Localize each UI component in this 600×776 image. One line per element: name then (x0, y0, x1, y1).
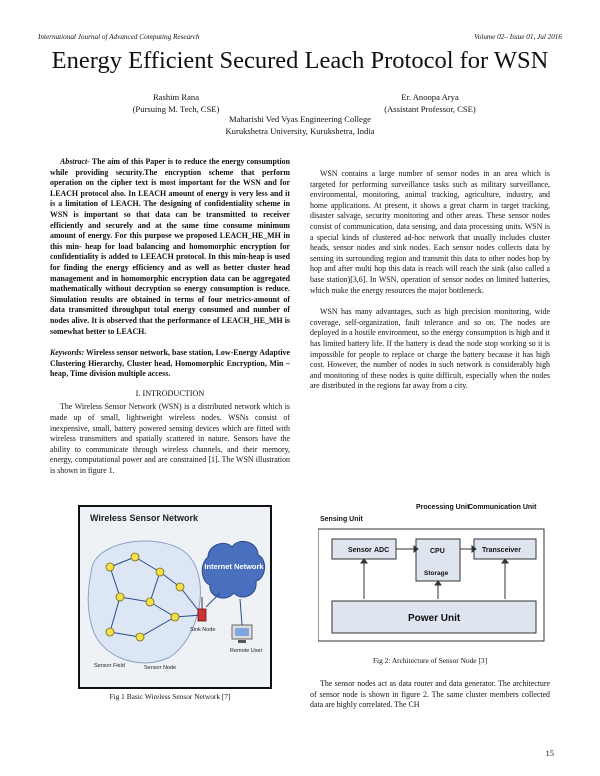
wsn-illustration (80, 507, 270, 687)
right-column-lower (310, 679, 550, 711)
fig2-storage: Storage (424, 570, 449, 577)
right-column (310, 169, 550, 392)
keywords (50, 348, 290, 380)
section-heading: I. INTRODUCTION (135, 388, 205, 398)
fig2-adc: ADC (374, 547, 390, 554)
affiliation-college: Maharishi Ved Vyas Engineering College (229, 114, 371, 124)
author-2-name: Er. Anoopa Arya (401, 92, 459, 102)
author-1-name: Rashim Rana (152, 92, 200, 102)
figure-2 (318, 503, 546, 643)
fig1-field-label: Sensor Field (94, 663, 125, 669)
fig2-processing-head: Processing Unit (416, 504, 470, 511)
keywords-label: Keywords: (50, 348, 85, 358)
abstract (50, 157, 290, 337)
abstract-text: The aim of this Paper is to reduce the energy consumption while providing security.The encryption scheme that perform operation on the cipher text is most important for the WSN and for LEACH protocol also. In LEACH amount of energy is very less and it is a limitation of LEACH. The designing of confidentiality scheme in WSN is important so that data can be transmitted to receiver efficiently and securely and at the same time consume minimum amount of energy. For this purpose we proposed LEACH_HE_MH in this min- heap for load balancing and homomorphic encryption for confidentiality is added to LEEACH protocol. In this min-heap is used for finding the energy efficiency and as well as better cluster head management and in homomorphic encryption data can be aggregated mathematically without decryption so energy consumption is reduce. Simulation results are obtained in terms of four metrics-amount of data transmitted throughput total energy consumed and number of nodes alive. It is observed that the performance of LEACH_HE_MH is somewhat better to LEACH. (50, 157, 290, 336)
fig1-remote-label: Remote User (230, 648, 263, 654)
issue-info: Volume 02– Issue 01, Jul 2016 (474, 33, 562, 41)
author-2-role: (Assistant Professor, CSE) (384, 104, 476, 114)
right-paragraph-2: WSN has many advantages, such as high precision monitoring, wide coverage, self-organization, fault tolerance and so on. The nodes are deployed in a hostile environment, so the energy consumption is high and it has limited battery life. If the battery is dead the node stop working so it is impossible for people to replace or charge the battery because it has high cost. However, the number of nodes in such network is considerably high and monitoring of these nodes is quite difficult, especially when the nodes are distributed in the regions far away from a city. (310, 307, 550, 391)
right-paragraph-1: WSN contains a large number of sensor nodes in an area which is targeted for performing surveillance tasks such as military surveillance, environmental, monitoring, animal tracking, agriculture, industry, and home applications. At present, it shows a great charm in target tracking, disaster salvage, security monitoring and other areas. These sensor nodes consist of communication, data sensing, and data processing units. WSN is a special kinds of clustered ad-hoc network that usually includes cluster heads, sensor nodes and sink nodes. Each sensor nodes collects data by sensing its surrounding region and transmit this data to other nodes hop by hop and after multi hop this data is reach will reach the sink (also called a base station)[3,6]. In WSN, operation of sensor nodes on limited batteries, which make the energy resources the major bottleneck. (310, 169, 550, 295)
figure-1-caption: Fig 1 Basic Wireless Sensor Network [7] (109, 692, 231, 701)
right-paragraph-3: The sensor nodes act as data router and data generator. The architecture of sensor node is shown in figure 2. The same cluster members collected data are highly correlated. The CH (310, 679, 550, 710)
keywords-text: Wireless sensor network, base station, Low-Energy Adaptive Clustering Hierarchy, Cluster head, Homomorphic Encryption, Min –heap, Time division multiple access. (50, 348, 290, 379)
abstract-label: Abstract- (60, 157, 90, 166)
fig2-power: Power Unit (408, 613, 461, 624)
fig1-sink-label: Sink Node (190, 627, 216, 633)
affiliation (0, 113, 600, 137)
paper-title: Energy Efficient Secured Leach Protocol for WSN (51, 47, 549, 74)
figure-2-caption: Fig 2: Architecture of Sensor Node [3] (372, 656, 488, 665)
author-1-role: (Pursuing M. Tech, CSE) (132, 104, 220, 114)
fig1-title: Wireless Sensor Network (90, 513, 198, 523)
sensor-node-architecture (318, 503, 546, 643)
fig2-sensing-head: Sensing Unit (320, 516, 363, 523)
left-column (50, 157, 290, 477)
author-2 (330, 91, 530, 115)
fig2-sensor: Sensor (348, 547, 372, 554)
fig1-sensor-node-label: Sensor Node (144, 665, 177, 671)
affiliation-university: Kurukshetra University, Kurukshetra, India (225, 126, 375, 136)
fig2-cpu: CPU (430, 548, 445, 555)
fig2-transceiver: Transceiver (482, 547, 521, 554)
intro-paragraph: The Wireless Sensor Network (WSN) is a distributed network which is made up of small, lightweight wireless nodes. WSNs consist of inexpensive, small, battery powered sensing devices which are fitted with wireless transmitters and spatially scattered in nature. Sensors have the ability to communicate through wireless channels, and their memory, energy, computational power and are constrained [1]. The WSN illustration is shown in figure 1. (50, 402, 290, 476)
sensor-field-area (88, 541, 200, 663)
fig2-communication-head: Communication Unit (468, 504, 537, 511)
page-number: 15 (545, 748, 554, 758)
fig1-cloud-label: Internet Network (204, 562, 264, 571)
figure-1 (78, 505, 272, 689)
author-1 (76, 91, 276, 115)
journal-name: International Journal of Advanced Computing Research (38, 33, 200, 41)
